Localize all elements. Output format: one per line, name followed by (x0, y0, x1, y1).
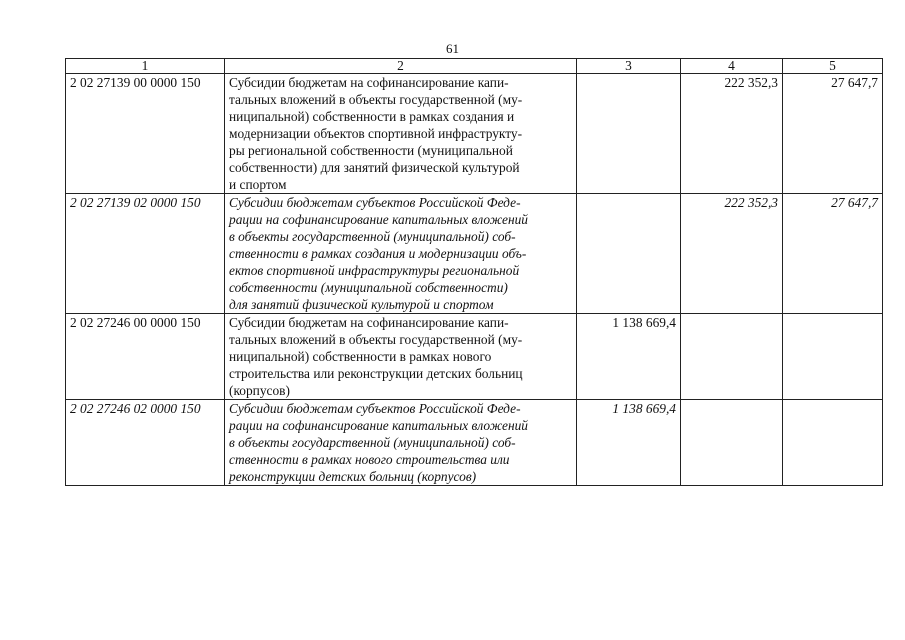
description-line: в объекты государственной (муниципальной) соб- (229, 435, 516, 450)
row-value-col5: 27 647,7 (783, 74, 883, 194)
description-line: ниципальной) собственности в рамках нового (229, 349, 492, 364)
header-col-5: 5 (783, 59, 883, 74)
table-row (66, 400, 883, 486)
description-line: ственности в рамках создания и модернизации объ- (229, 246, 527, 261)
header-col-2: 2 (225, 59, 577, 74)
description-line: (корпусов) (229, 383, 290, 398)
table-row (66, 314, 883, 400)
row-description (225, 314, 577, 400)
description-line: Субсидии бюджетам на софинансирование капи- (229, 75, 509, 90)
description-line: собственности (муниципальной собственности) (229, 280, 508, 295)
table-row (66, 74, 883, 194)
description-line: тальных вложений в объекты государственной (му- (229, 332, 523, 347)
header-col-4: 4 (681, 59, 783, 74)
row-description (225, 194, 577, 314)
description-line: модернизации объектов спортивной инфраструкту- (229, 126, 523, 141)
description-line: ственности в рамках нового строительства или (229, 452, 510, 467)
description-line: тальных вложений в объекты государственной (му- (229, 92, 523, 107)
row-value-col5 (783, 314, 883, 400)
row-value-col5: 27 647,7 (783, 194, 883, 314)
row-code: 2 02 27246 02 0000 150 (66, 400, 225, 486)
row-value-col3: 1 138 669,4 (577, 400, 681, 486)
description-line: в объекты государственной (муниципальной) соб- (229, 229, 516, 244)
description-line: ры региональной собственности (муниципальной (229, 143, 513, 158)
row-code: 2 02 27139 00 0000 150 (66, 74, 225, 194)
budget-table (65, 58, 883, 486)
description-line: реконструкции детских больниц (корпусов) (229, 469, 477, 484)
row-value-col3 (577, 74, 681, 194)
header-row (66, 59, 883, 74)
row-value-col3 (577, 194, 681, 314)
header-col-3: 3 (577, 59, 681, 74)
row-value-col4 (681, 400, 783, 486)
row-value-col4: 222 352,3 (681, 74, 783, 194)
table-row (66, 194, 883, 314)
row-description (225, 400, 577, 486)
description-line: для занятий физической культурой и спортом (229, 297, 494, 312)
description-line: Субсидии бюджетам субъектов Российской Феде- (229, 195, 521, 210)
row-value-col4 (681, 314, 783, 400)
page-number: 61 (446, 41, 459, 56)
description-line: рации на софинансирование капитальных вложений (229, 212, 528, 227)
row-description (225, 74, 577, 194)
description-line: и спортом (229, 177, 287, 192)
row-value-col5 (783, 400, 883, 486)
header-col-1: 1 (66, 59, 225, 74)
description-line: строительства или реконструкции детских больниц (229, 366, 523, 381)
description-line: Субсидии бюджетам субъектов Российской Феде- (229, 401, 521, 416)
description-line: рации на софинансирование капитальных вложений (229, 418, 528, 433)
description-line: собственности) для занятий физической культурой (229, 160, 520, 175)
description-line: Субсидии бюджетам на софинансирование капи- (229, 315, 509, 330)
description-line: ниципальной) собственности в рамках создания и (229, 109, 515, 124)
row-code: 2 02 27246 00 0000 150 (66, 314, 225, 400)
row-value-col4: 222 352,3 (681, 194, 783, 314)
row-value-col3: 1 138 669,4 (577, 314, 681, 400)
description-line: ектов спортивной инфраструктуры региональной (229, 263, 520, 278)
row-code: 2 02 27139 02 0000 150 (66, 194, 225, 314)
